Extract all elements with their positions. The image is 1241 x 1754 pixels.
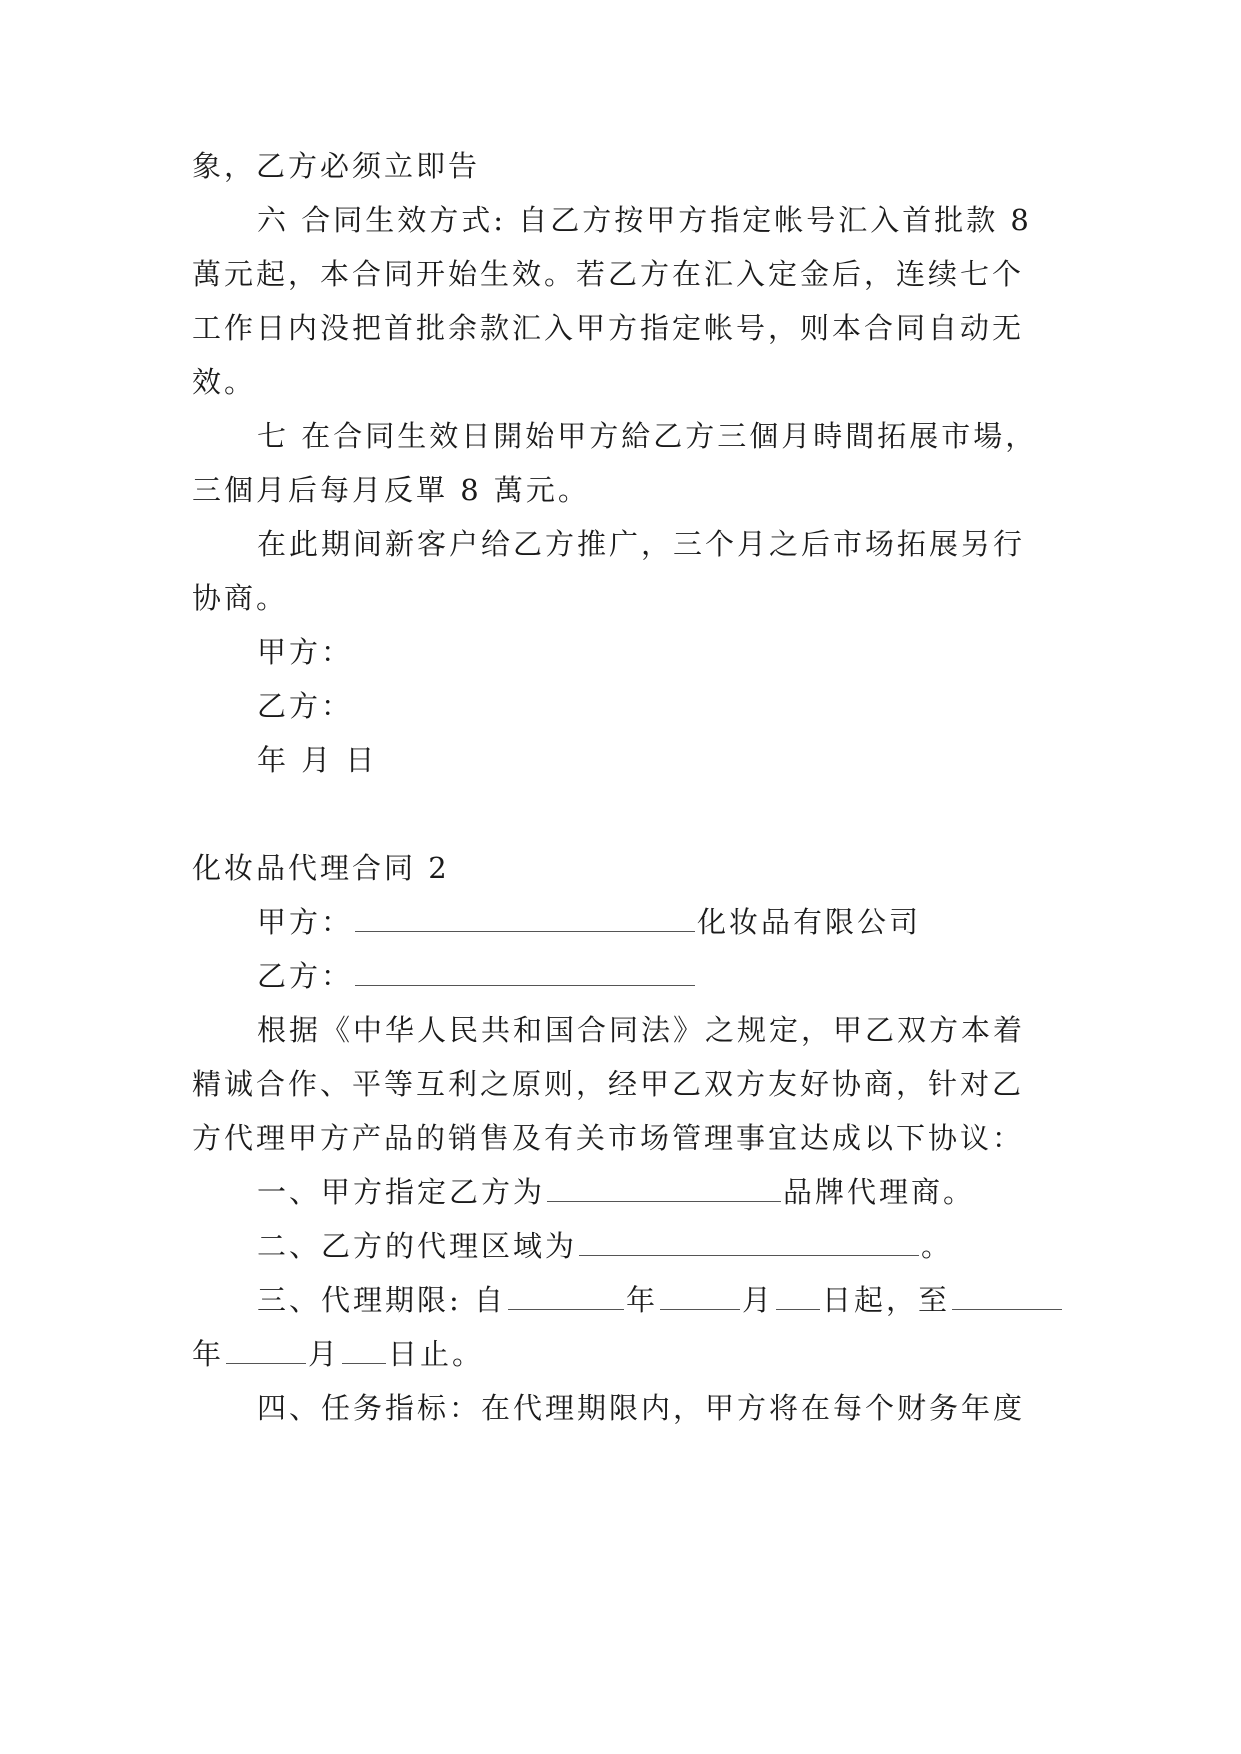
start-day-blank	[776, 1283, 820, 1310]
clause-three-line	[257, 1282, 1064, 1318]
signature-party-a: 甲方：	[257, 635, 354, 669]
clause-two-suffix: 。	[921, 1229, 954, 1263]
clause-four-line: 四、任务指标：在代理期限内，甲方将在每个财务年度	[257, 1391, 1026, 1425]
end-day-blank	[342, 1337, 386, 1364]
text-line: 三個月后每月反單 8 萬元。	[192, 473, 590, 507]
party-a-suffix: 化妆品有限公司	[697, 905, 922, 939]
brand-blank	[547, 1175, 781, 1202]
year-label: 年	[192, 1337, 225, 1371]
party-a-blank	[355, 905, 695, 932]
preamble-line: 精诚合作、平等互利之原则，经甲乙双方友好协商，针对乙	[192, 1067, 1025, 1101]
clause-one-suffix: 品牌代理商。	[783, 1175, 976, 1209]
clause-three-continued	[192, 1336, 484, 1372]
text-line: 在此期间新客户给乙方推广，三个月之后市场拓展另行	[257, 527, 1026, 561]
text-line: 萬元起，本合同开始生效。若乙方在汇入定金后，连续七个	[192, 257, 1025, 291]
day-from-label: 日起，至	[822, 1283, 951, 1317]
clause-one-line	[257, 1174, 975, 1210]
text-line: 效。	[192, 365, 257, 399]
text-line: 协商。	[192, 581, 289, 615]
text-line: 工作日内没把首批余款汇入甲方指定帐号，则本合同自动无	[192, 311, 1025, 345]
party-b-blank	[355, 959, 695, 986]
signature-date: 年 月 日	[257, 743, 378, 777]
party-a-line	[257, 904, 921, 940]
end-month-blank	[226, 1337, 306, 1364]
clause-two-line	[257, 1228, 953, 1264]
preamble-line: 根据《中华人民共和国合同法》之规定，甲乙双方本着	[257, 1013, 1026, 1047]
text-line: 象，乙方必须立即告	[192, 149, 481, 183]
region-blank	[579, 1229, 919, 1256]
clause-one-prefix: 一、甲方指定乙方为	[257, 1175, 546, 1209]
end-year-blank	[952, 1283, 1062, 1310]
clause-seven-line: 七 在合同生效日開始甲方給乙方三個月時間拓展市場，	[257, 419, 1038, 453]
preamble-line: 方代理甲方产品的销售及有关市场管理事宜达成以下协议：	[192, 1121, 1025, 1155]
year-label: 年	[626, 1283, 659, 1317]
start-year-blank	[508, 1283, 624, 1310]
contract-title: 化妆品代理合同 2	[192, 851, 450, 885]
month-label: 月	[742, 1283, 775, 1317]
clause-two-prefix: 二、乙方的代理区域为	[257, 1229, 578, 1263]
clause-six-line: 六 合同生效方式: 自乙方按甲方指定帐号汇入首批款 8	[257, 203, 1032, 237]
month-label: 月	[308, 1337, 341, 1371]
start-month-blank	[660, 1283, 740, 1310]
party-b-label: 乙方：	[257, 959, 354, 993]
party-b-line	[257, 958, 697, 994]
signature-party-b: 乙方：	[257, 689, 354, 723]
day-to-label: 日止。	[388, 1337, 485, 1371]
party-a-label: 甲方：	[257, 905, 354, 939]
clause-three-prefix: 三、代理期限: 自	[257, 1283, 506, 1317]
